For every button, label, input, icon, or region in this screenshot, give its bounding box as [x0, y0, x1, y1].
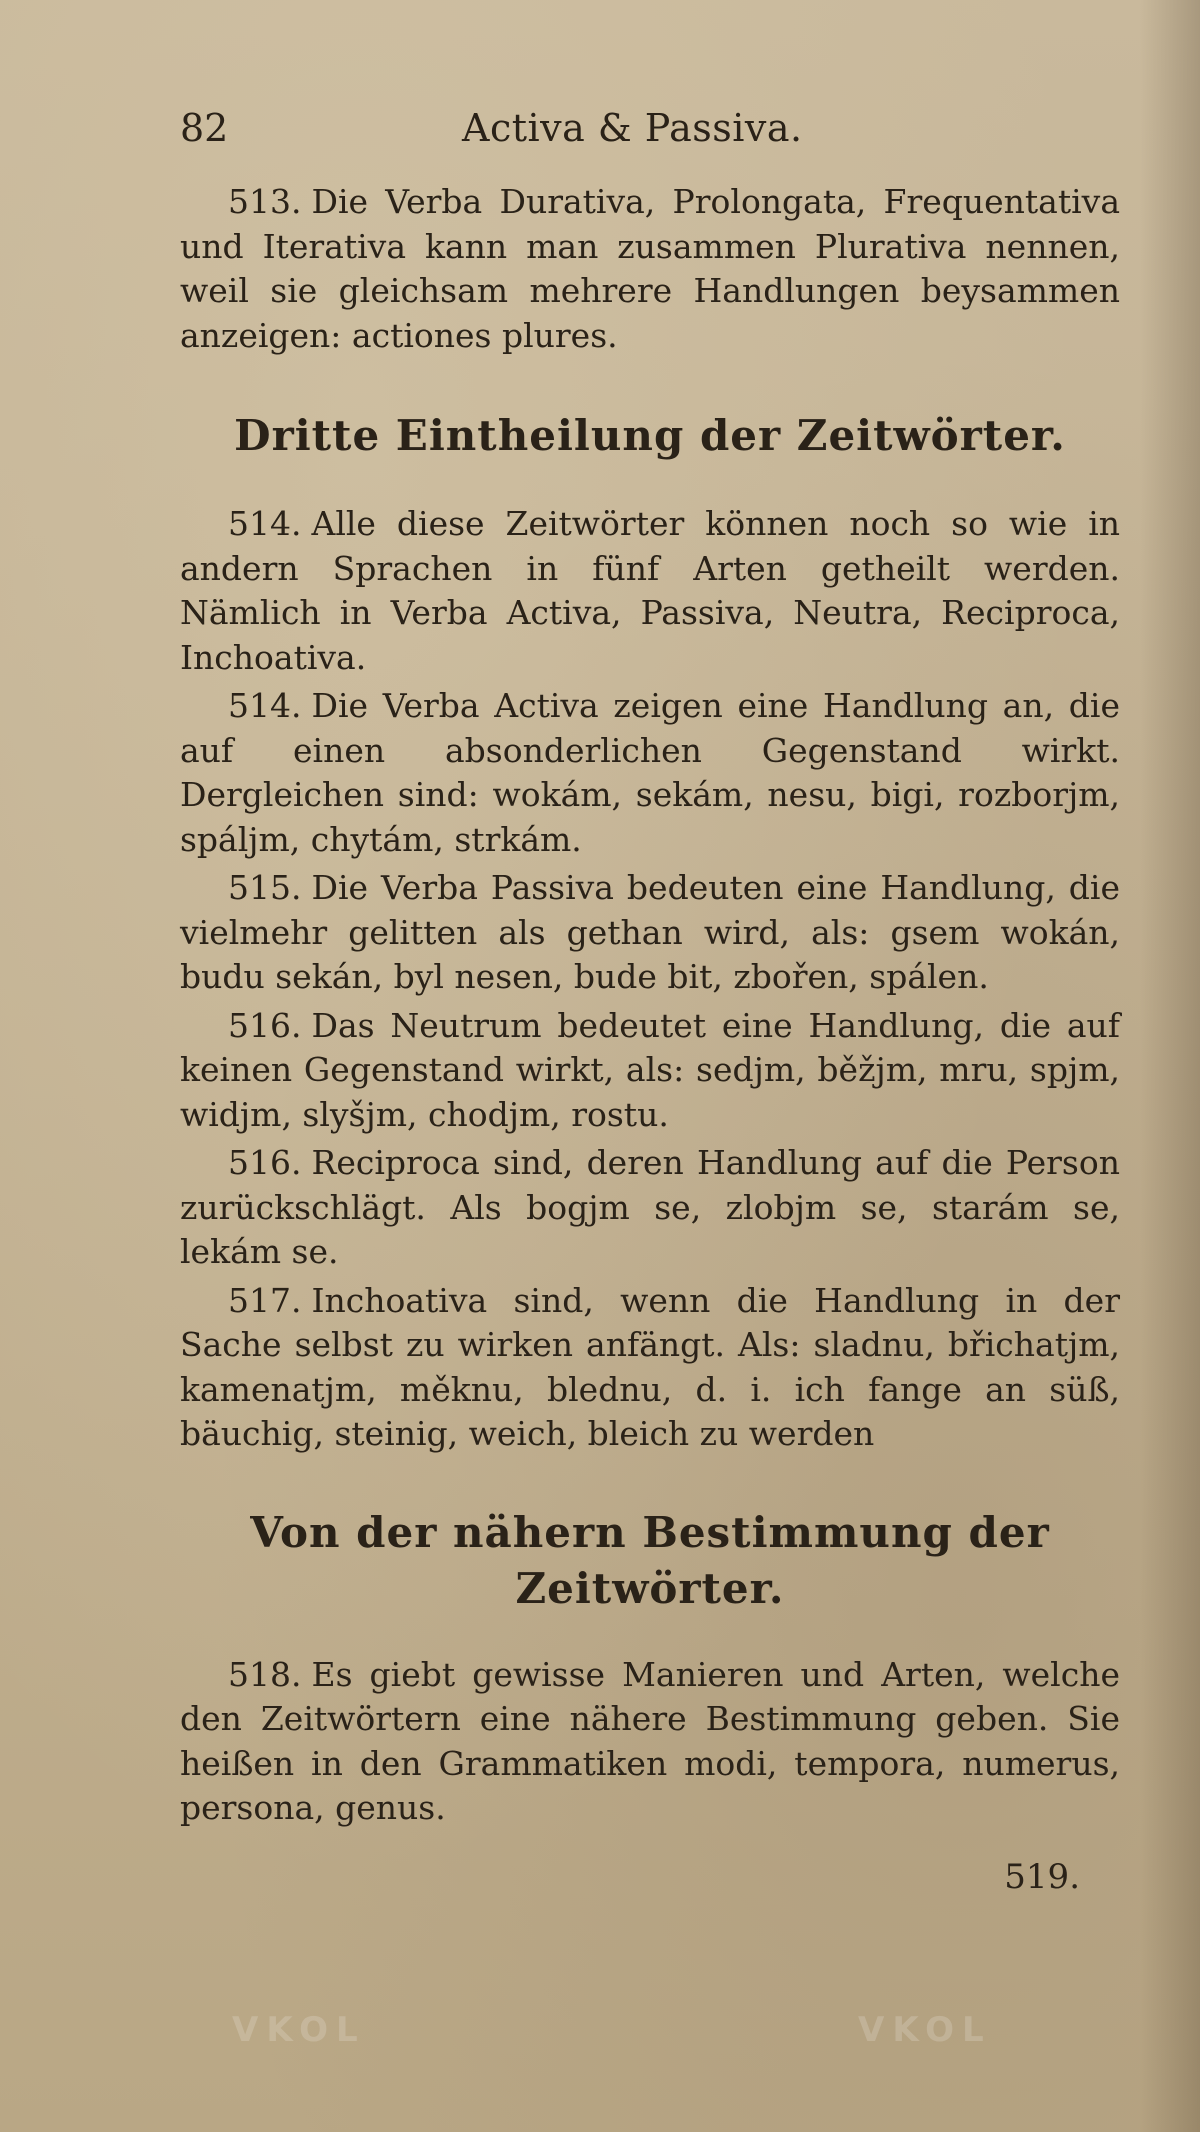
paragraph-516a — [180, 1004, 1120, 1138]
paragraph-text: Die Verba Activa zeigen eine Handlung an, die auf einen absonderlichen Gegenstand wirkt. Dergleichen sind: wokám, sekám, nesu, bigi, rozborjm, spáljm, chytám, strkám. — [180, 686, 1120, 859]
paragraph-513 — [180, 180, 1120, 358]
paragraph-text: Die Verba Passiva bedeuten eine Handlung, die vielmehr gelitten als gethan wird, als: gsem wokán, budu sekán, byl nesen, bude bit, zbořen, spálen. — [180, 868, 1120, 996]
spine-shadow — [1140, 0, 1200, 2132]
paragraph-514a — [180, 502, 1120, 680]
paragraph-number: 514. — [228, 504, 302, 543]
paragraph-text: Es giebt gewisse Manieren und Arten, welche den Zeitwörtern eine nähere Bestimmung geben. Sie heißen in den Grammatiken modi, tempora, numerus, persona, genus. — [180, 1654, 1120, 1827]
running-title: Activa & Passiva. — [462, 106, 803, 150]
paragraph-number: 518. — [228, 1654, 302, 1694]
paragraph-number: 514. — [228, 686, 302, 725]
paragraph-number: 513. — [228, 182, 302, 221]
paragraph-516b — [180, 1141, 1120, 1275]
paragraph-517 — [180, 1279, 1120, 1457]
paragraph-518 — [180, 1653, 1120, 1831]
paragraph-515 — [180, 866, 1120, 1000]
catchword: 519. — [1004, 1856, 1080, 1897]
running-head — [180, 100, 1120, 180]
library-stamp-right: VKOL — [858, 2010, 992, 2050]
section-heading-naehern-bestimmung: Von der nähern Bestimmung der Zeitwörter. — [250, 1507, 1050, 1613]
paragraph-text: Die Verba Durativa, Prolongata, Frequentativa und Iterativa kann man zusammen Plurativa nennen, weil sie gleichsam mehrere Handlungen beysammen anzeigen: actiones plures. — [180, 182, 1120, 355]
paragraph-number: 516. — [228, 1143, 302, 1182]
page-number: 82 — [180, 106, 229, 150]
paragraph-text: Reciproca sind, deren Handlung auf die Person zurückschlägt. Als bogjm se, zlobjm se, starám se, lekám se. — [180, 1143, 1120, 1271]
paragraph-text: Alle diese Zeitwörter können noch so wie in andern Sprachen in fünf Arten getheilt werden. Nämlich in Verba Activa, Passiva, Neutra, Reciproca, Inchoativa. — [180, 504, 1120, 677]
page-content — [180, 100, 1120, 1897]
paragraph-number: 516. — [228, 1005, 302, 1045]
library-stamp-left: VKOL — [232, 2010, 366, 2050]
section-heading-dritte-eintheilung: Dritte Eintheilung der Zeitwörter. — [234, 411, 1066, 460]
paragraph-number: 517. — [228, 1280, 302, 1320]
paragraph-514b — [180, 684, 1120, 862]
paragraph-text: Das Neutrum bedeutet eine Handlung, die auf keinen Gegenstand wirkt, als: sedjm, běžjm, mru, spjm, widjm, slyšjm, chodjm, rostu. — [180, 1005, 1120, 1134]
paragraph-text: Inchoativa sind, wenn die Handlung in der Sache selbst zu wirken anfängt. Als: sladnu, břichatjm, kamenatjm, měknu, blednu, d. i. ich fange an süß, bäuchig, steinig, weich, bleich zu werden — [180, 1280, 1120, 1453]
paragraph-number: 515. — [228, 868, 302, 907]
